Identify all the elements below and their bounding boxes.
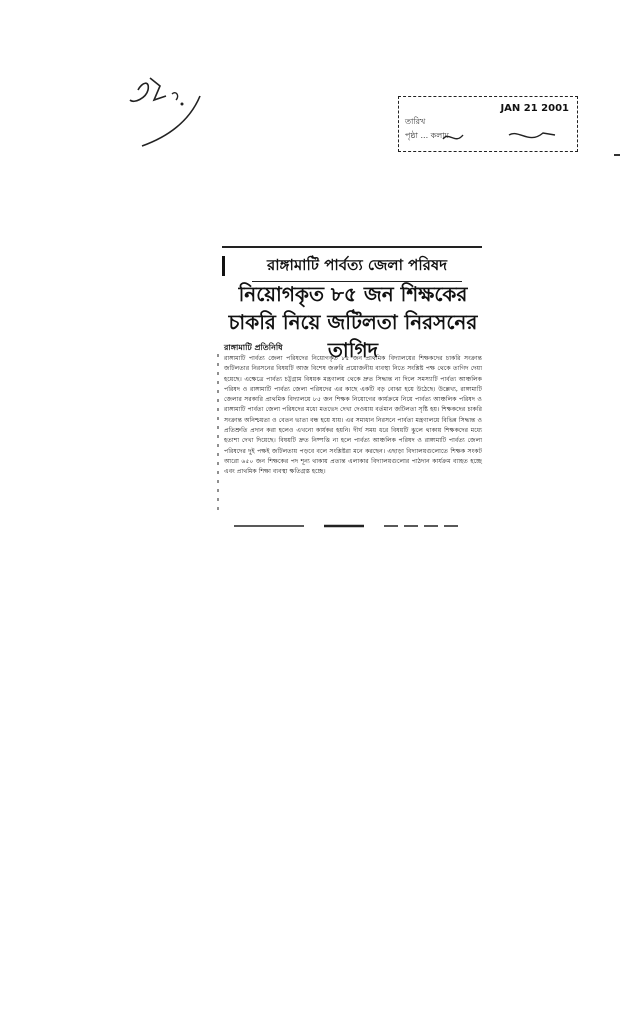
stamp-label-bottom: পৃষ্ঠা ... কলাম bbox=[405, 131, 449, 140]
date-stamp bbox=[398, 96, 578, 152]
margin-mark bbox=[614, 154, 620, 156]
stamp-handwriting bbox=[439, 125, 559, 147]
stamp-date: JAN 21 2001 bbox=[500, 103, 569, 114]
newspaper-clipping bbox=[222, 246, 484, 536]
article-headline: নিয়োগকৃত ৮৫ জন শিক্ষকের চাকরি নিয়ে জটিলতা নিরসনের তাগিদ bbox=[228, 282, 478, 362]
top-rule bbox=[222, 246, 482, 248]
bottom-rule bbox=[234, 522, 464, 530]
article-body: রাঙ্গামাটি পার্বত্য জেলা পরিষদের নিয়োগকৃত ৮৫ জন প্রাথমিক বিদ্যালয়ের শিক্ষকদের চাকরি সংক্রান্ত জটিলতার নিরসনের বিষয়টি আজ বিশেষ জরুরি প্রয়োজনীয় ব্যবস্থা নিতে সংশ্লিষ্ট পক্ষ থেকে তাগিদ দেয়া হয়েছে। এক্ষেত্রে পার্বত্য চট্টগ্রাম বিষয়ক মন্ত্রণালয় থেকে দ্রুত সিদ্ধান্ত না দিলে সমস্যাটি পার্বত্য আঞ্চলিক পরিষদ ও রাঙ্গামাটি পার্বত্য জেলা পরিষদের এর কাছে একটি বড় বোঝা হয়ে উঠেছে। উল্লেখ্য, রাঙ্গামাটি জেলার সরকারি প্রাথমিক বিদ্যালয়ে ৮৫ জন শিক্ষক নিয়োগের কার্যক্রমে নিয়ে পার্বত্য আঞ্চলিক পরিষদ ও রাঙ্গামাটি পার্বত্য জেলা পরিষদের মধ্যে মতভেদ দেখা দেওয়ায় বর্তমান জটিলতা সৃষ্টি হয়। শিক্ষকদের চাকরি সংক্রান্ত অনিশ্চয়তা ও বেতন ভাতা বন্ধ হয়ে যায়। এর সমাধান নিরসনে পার্বত্য মন্ত্রণালয়ে বিভিন্ন সিদ্ধান্ত ও প্রতিশ্রুতি প্রদান করা হলেও এখনো কার্যকর হয়নি। দীর্ঘ সময় ধরে বিষয়টি ঝুলে থাকায় শিক্ষকদের মধ্যে হতাশা দেখা দিয়েছে। বিষয়টি দ্রুত নিষ্পত্তি না হলে পার্বত্য আঞ্চলিক পরিষদ ও রাঙ্গামাটি পার্বত্য জেলা পরিষদের দুই পক্ষই জটিলতায় পড়বে বলে সংশ্লিষ্টরা মনে করছেন। এছাড়া বিদ্যালয়গুলোতে শিক্ষক সংকট আরো ৬৫০ জন শিক্ষকের পদ শূন্য থাকায় প্রত্যন্ত এলাকার বিদ্যালয়গুলোর পাঠদান কার্যক্রম ব্যাহত হচ্ছে এবং প্রাথমিক শিক্ষা ব্যবস্থা ক্ষতিগ্রস্ত হচ্ছে। bbox=[224, 355, 482, 476]
article-kicker: রাঙ্গামাটি পার্বত্য জেলা পরিষদ bbox=[252, 254, 462, 282]
handwritten-signature bbox=[120, 60, 220, 150]
article-byline: রাঙ্গামাটি প্রতিনিধি bbox=[224, 343, 283, 352]
column-edge-marks bbox=[216, 354, 220, 514]
kicker-bar bbox=[222, 256, 225, 276]
stamp-label-top: তারিখ bbox=[405, 117, 426, 126]
